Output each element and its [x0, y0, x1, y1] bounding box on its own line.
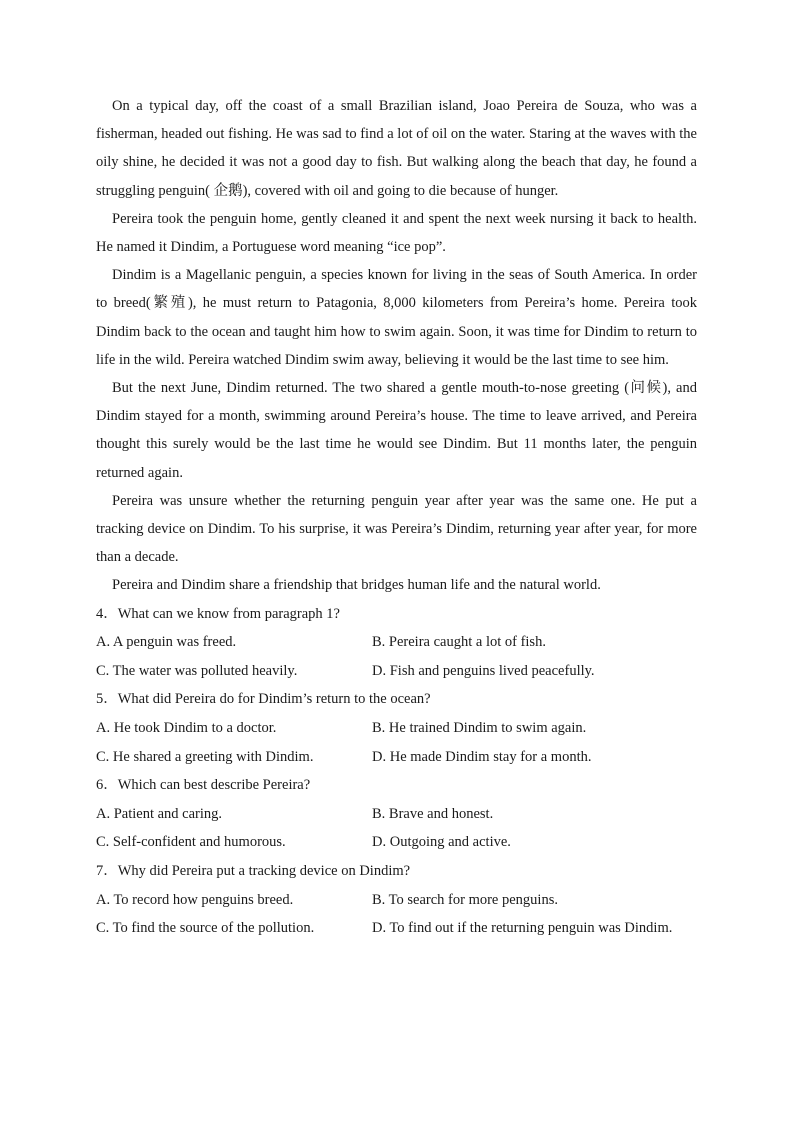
option-a: A. A penguin was freed.: [96, 634, 237, 651]
question-stem: 5．What did Pereira do for Dindim’s return to the ocean?: [96, 691, 431, 708]
passage-paragraph-2: Pereira took the penguin home, gently cleaned it and spent the next week nursing it back to health. He named it Dindim, a Portuguese word meaning “ice pop”.: [96, 210, 697, 256]
question-stem: 6．Which can best describe Pereira?: [96, 777, 311, 794]
question-options: [96, 800, 697, 857]
question-7: [96, 857, 697, 943]
option-b: B. Pereira caught a lot of fish.: [372, 634, 546, 651]
passage-paragraph-6: Pereira and Dindim share a friendship that bridges human life and the natural world.: [112, 577, 601, 594]
passage-paragraph-5: Pereira was unsure whether the returning penguin year after year was the same one. He put a tracking device on Dindim. To his surprise, it was Pereira’s Dindim, returning year after year, for more than a decade.: [96, 492, 697, 566]
option-a: A. He took Dindim to a doctor.: [96, 720, 277, 737]
question-options: [96, 628, 697, 685]
option-b: B. Brave and honest.: [372, 805, 494, 822]
question-options: [96, 714, 697, 771]
option-c: C. Self-confident and humorous.: [96, 834, 286, 851]
option-d: D. Fish and penguins lived peacefully.: [372, 662, 595, 679]
option-d: D. He made Dindim stay for a month.: [372, 748, 592, 765]
option-c: C. To find the source of the pollution.: [96, 920, 315, 937]
question-stem: 4．What can we know from paragraph 1?: [96, 605, 340, 622]
option-a: A. To record how penguins breed.: [96, 891, 294, 908]
option-c: C. The water was polluted heavily.: [96, 662, 298, 679]
option-a: A. Patient and caring.: [96, 805, 223, 822]
option-d: D. Outgoing and active.: [372, 834, 511, 851]
question-options: [96, 886, 697, 915]
question-stem: 7．Why did Pereira put a tracking device on Dindim?: [96, 863, 411, 879]
question-6: [96, 771, 697, 857]
option-b: B. He trained Dindim to swim again.: [372, 720, 587, 737]
passage-paragraph-4: But the next June, Dindim returned. The two shared a gentle mouth-to-nose greeting (问候), and Dindim stayed for a month, swimming around Pereira’s house. The time to leave arrived, and Pereira thought this surely would be the last time he would see Dindim. But 11 months later, the penguin returned again.: [96, 380, 697, 481]
option-d: D. To find out if the returning penguin was Dindim.: [372, 920, 673, 937]
question-4: [96, 600, 697, 686]
question-options-cd: [96, 914, 697, 943]
question-5: [96, 685, 697, 771]
passage-paragraph-3: Dindim is a Magellanic penguin, a species known for living in the seas of South America. In order to breed(繁殖), he must return to Patagonia, 8,000 kilometers from Pereira’s home. Pereira took Dindim back to the ocean and taught him how to swim again. Soon, it was time for Dindim to return to life in the wild. Pereira watched Dindim swim away, believing it would be the last time to see him.: [96, 267, 697, 368]
option-c: C. He shared a greeting with Dindim.: [96, 748, 314, 765]
passage-paragraph-1: On a typical day, off the coast of a small Brazilian island, Joao Pereira de Souza, who was a fisherman, headed out fishing. He was sad to find a lot of oil on the water. Staring at the waves with the oily shine, he decided it was not a good day to fish. But walking along the beach that day, he found a struggling penguin( 企鹅), covered with oil and going to die because of hunger.: [96, 98, 697, 199]
reading-passage: [96, 92, 697, 600]
option-b: B. To search for more penguins.: [372, 891, 558, 908]
exam-page: [96, 92, 697, 943]
